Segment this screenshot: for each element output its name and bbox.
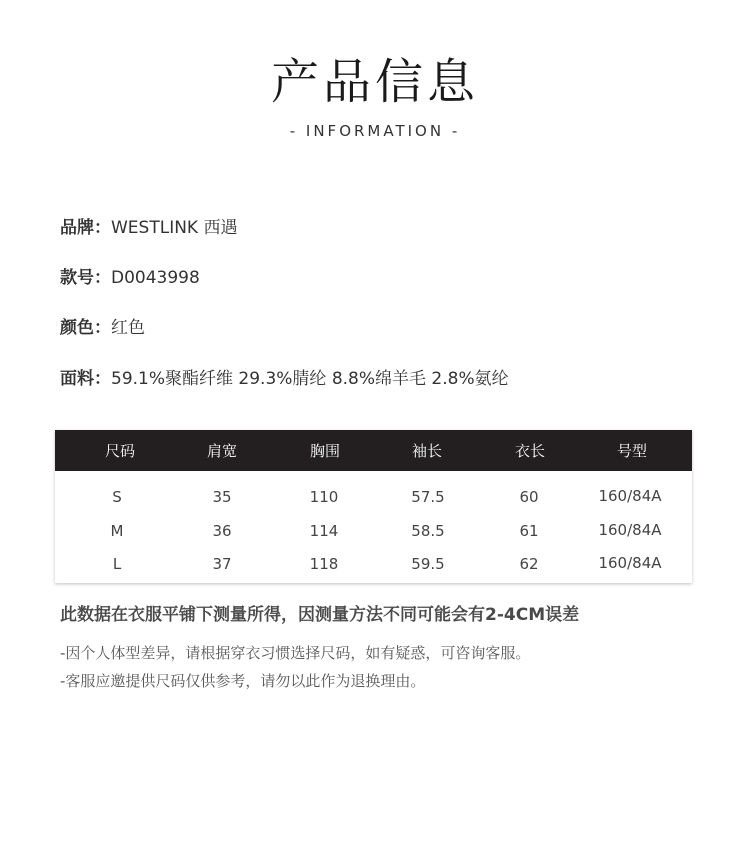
table-cell: 37 [212,555,232,573]
table-cell: 160/84A [598,554,662,572]
info-row-brand [60,216,237,240]
page-subtitle: - INFORMATION - [289,122,461,140]
size-table [55,430,692,583]
table-header-cell: 肩宽 [206,442,237,460]
table-cell: 59.5 [411,555,445,573]
size-table-header [55,430,692,471]
info-label: 款号： [60,268,111,288]
table-cell: 62 [519,555,539,573]
info-value: D0043998 [111,268,200,288]
table-header-cell: 袖长 [411,442,442,460]
info-label: 品牌： [60,218,111,238]
tip-line: -因个人体型差异，请根据穿衣习惯选择尺码，如有疑惑，可咨询客服。 [60,644,531,662]
table-cell: 36 [212,522,232,540]
table-cell: 61 [519,522,539,540]
table-cell: S [112,488,122,506]
info-row-fabric [60,367,509,391]
tip-line: -客服应邀提供尺码仅供参考，请勿以此作为退换理由。 [60,672,426,690]
table-cell: 118 [309,555,339,573]
table-header-cell: 胸围 [309,442,340,460]
table-header-cell: 号型 [616,442,647,460]
table-cell: 60 [519,488,539,506]
measurement-note: 此数据在衣服平铺下测量所得，因测量方法不同可能会有2-4CM误差 [60,605,580,625]
info-value: 59.1%聚酯纤维 29.3%腈纶 8.8%绵羊毛 2.8%氨纶 [111,369,509,389]
table-cell: 110 [309,488,339,506]
table-cell: M [110,522,124,540]
table-cell: 114 [309,522,339,540]
table-cell: L [112,555,122,573]
table-cell: 58.5 [411,522,445,540]
table-cell: 35 [212,488,232,506]
table-cell: 160/84A [598,487,662,505]
info-row-color [60,316,145,340]
table-header-cell: 衣长 [514,442,545,460]
page-title: 产品信息 [270,54,479,110]
table-header-cell: 尺码 [104,442,135,460]
info-value: WESTLINK 西遇 [111,218,238,238]
table-cell: 160/84A [598,521,662,539]
info-label: 颜色： [60,318,111,338]
info-row-style-number [60,266,200,290]
info-value: 红色 [111,318,145,338]
table-cell: 57.5 [411,488,445,506]
info-label: 面料： [60,369,111,389]
